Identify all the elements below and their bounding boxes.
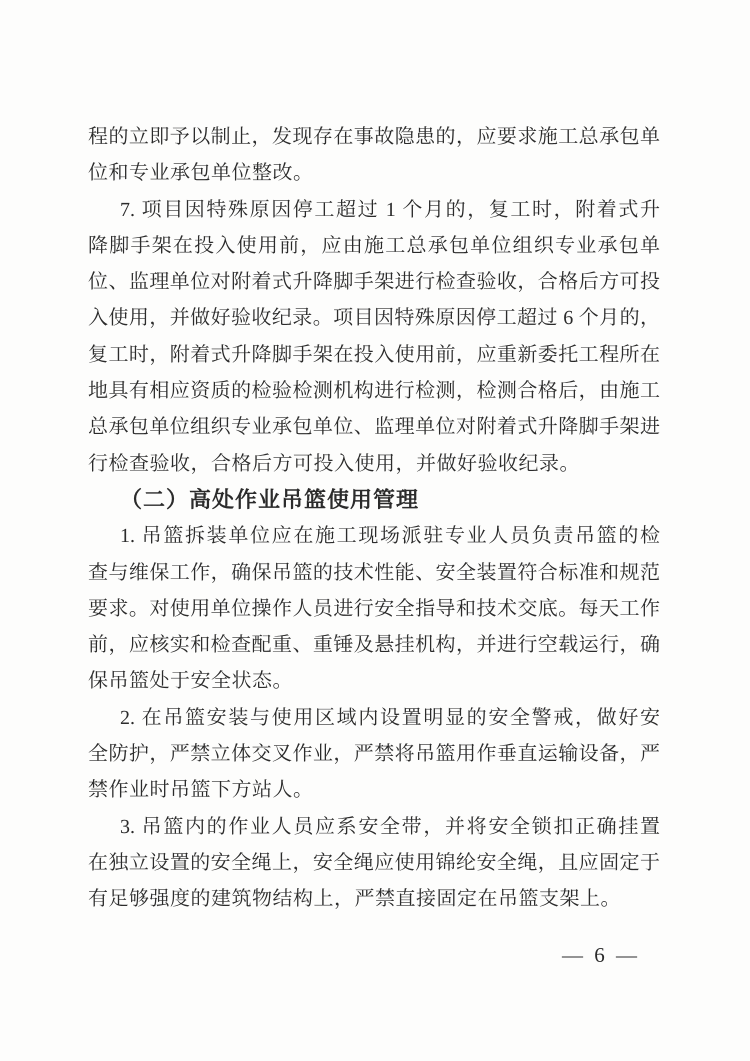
text-line: 入使用，并做好验收纪录。项目因特殊原因停工超过 6 个月的， [88,307,660,330]
text-line: 查与维保工作，确保吊篮的技术性能、安全装置符合标准和规范 [88,561,660,584]
text-line: 在独立设置的安全绳上，安全绳应使用锦纶安全绳，且应固定于 [88,851,660,874]
text-line: 位、监理单位对附着式升降脚手架进行检查验收，合格后方可投 [88,271,660,294]
text-line: 地具有相应资质的检验检测机构进行检测，检测合格后，由施工 [88,380,660,403]
text-line: 前，应核实和检查配重、重锤及悬挂机构，并进行空载运行，确 [88,634,660,657]
text-line: 行检查验收，合格后方可投入使用，并做好验收纪录。 [88,452,580,475]
text-line: 程的立即予以制止，发现存在事故隐患的，应要求施工总承包单 [88,126,660,148]
text-line: 降脚手架在投入使用前，应由施工总承包单位组织专业承包单 [88,234,660,257]
text-line: 保吊篮处于安全状态。 [88,670,293,693]
text-line: 位和专业承包单位整改。 [88,162,314,185]
section-heading: （二）高处作业吊篮使用管理 [120,486,420,512]
text-line: 总承包单位组织专业承包单位、监理单位对附着式升降脚手架进 [88,416,660,439]
text-line: 全防护，严禁立体交叉作业，严禁将吊篮用作垂直运输设备，严 [88,743,660,766]
page-number: — 6 — [562,943,640,967]
text-line-item-2: 2. 在吊篮安装与使用区域内设置明显的安全警戒，做好安 [120,706,660,729]
text-line-item-7: 7. 项目因特殊原因停工超过 1 个月的，复工时，附着式升 [120,198,660,221]
text-line: 复工时，附着式升降脚手架在投入使用前，应重新委托工程所在 [88,343,660,366]
text-line-item-3: 3. 吊篮内的作业人员应系安全带，并将安全锁扣正确挂置 [120,815,660,838]
text-line: 要求。对使用单位操作人员进行安全指导和技术交底。每天工作 [88,597,660,620]
text-line-item-1: 1. 吊篮拆装单位应在施工现场派驻专业人员负责吊篮的检 [120,525,660,548]
text-line: 有足够强度的建筑物结构上，严禁直接固定在吊篮支架上。 [88,888,621,911]
document-body [88,119,660,918]
text-line: 禁作业时吊篮下方站人。 [88,779,314,802]
